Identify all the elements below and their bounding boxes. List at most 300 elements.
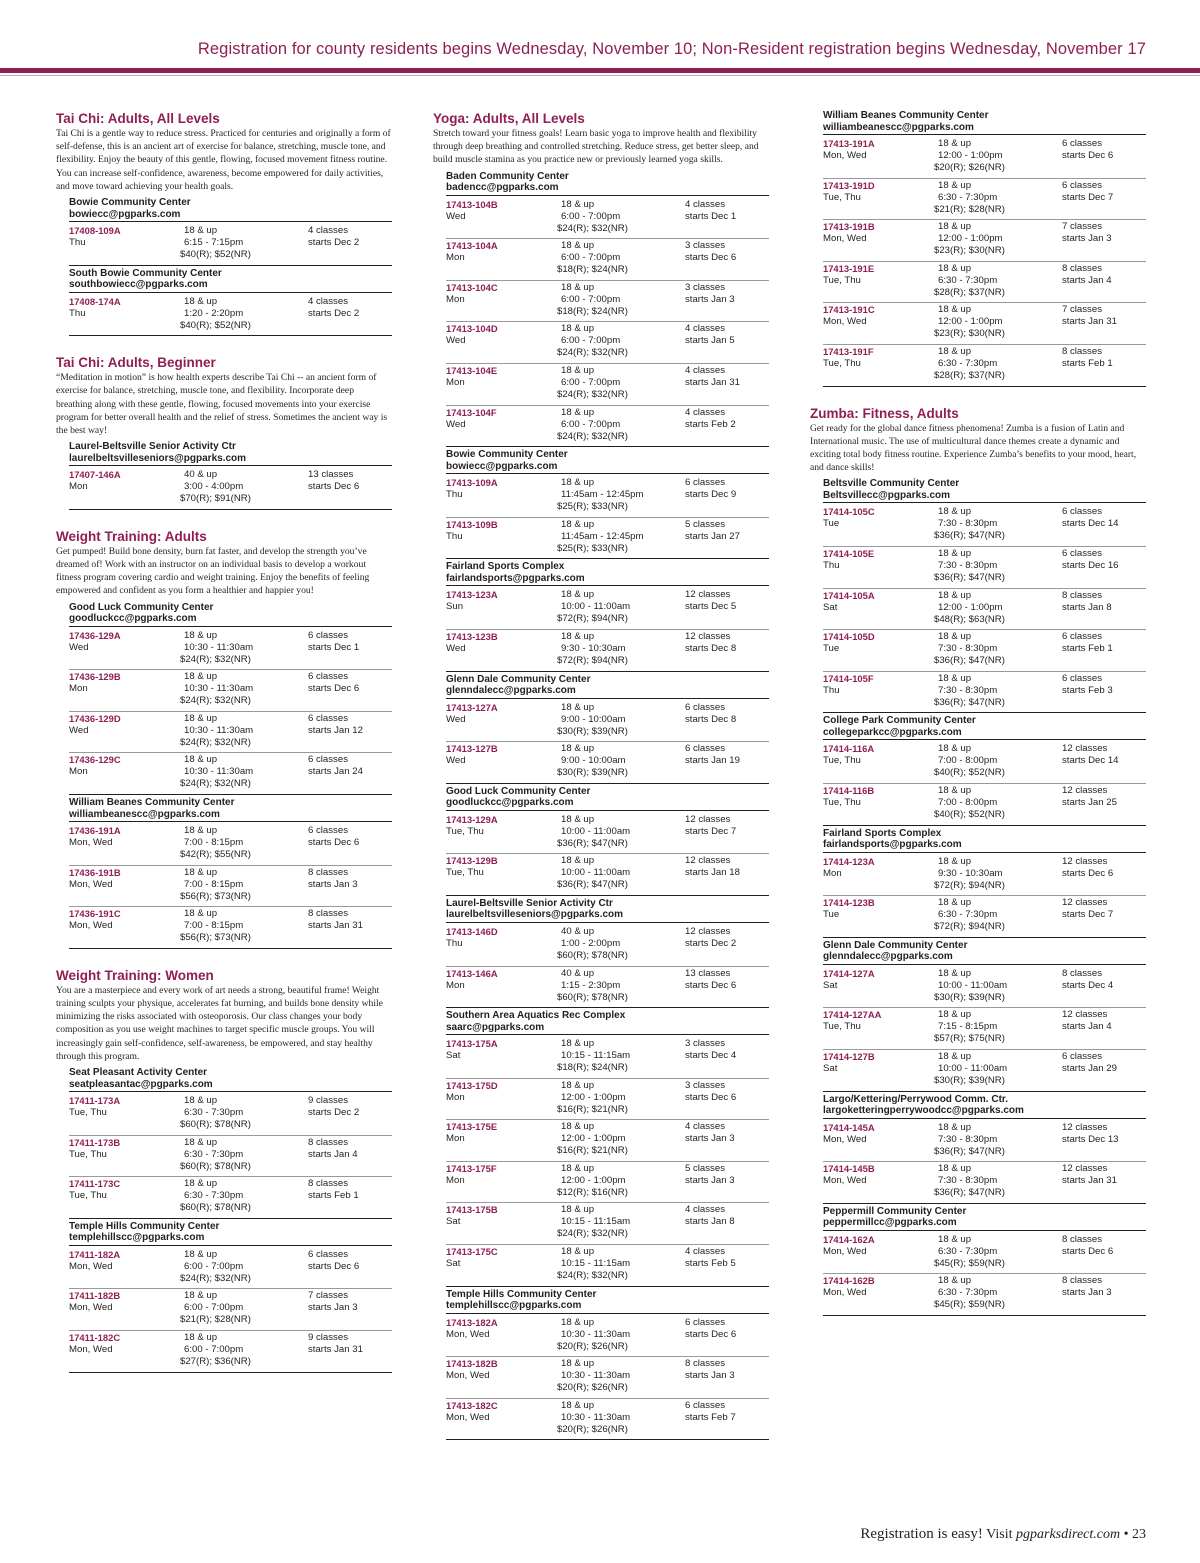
class-fee: $24(R); $32(NR): [180, 778, 251, 790]
start-date: starts Jan 25: [1062, 796, 1117, 808]
class-count: 8 classes: [1062, 345, 1102, 357]
venue-name: Good Luck Community Center: [446, 785, 591, 797]
class-row: [69, 753, 392, 795]
class-fee: $12(R); $16(NR): [557, 1186, 628, 1198]
section-description: Get pumped! Build bone density, burn fat faster, and develop the strength you’ve dreamed of! Work with an instructor on an individual basis to develop a workout fitness program covering cardio and weight training. Enjoy the benefits of feeling empowered and confident as you form a healthier and happier you!: [56, 545, 370, 597]
class-time: 10:15 - 11:15am: [561, 1216, 631, 1228]
class-list: [823, 1233, 1146, 1316]
venue-email-link[interactable]: Beltsvillecc@pgparks.com: [823, 489, 951, 501]
start-date: starts Dec 6: [308, 837, 360, 848]
venue-email-link[interactable]: laurelbeltsvilleseniors@pgparks.com: [446, 909, 624, 921]
course-code[interactable]: 17413-175A: [446, 1038, 498, 1050]
start-date: starts Jan 31: [685, 376, 740, 388]
course-code[interactable]: 17413-109B: [446, 518, 498, 530]
class-days: Mon, Wed: [823, 1287, 867, 1299]
course-code[interactable]: 17413-175F: [446, 1162, 497, 1174]
venue-block: [823, 940, 1146, 1092]
class-row: [69, 866, 392, 908]
course-code[interactable]: 17414-116A: [823, 743, 875, 755]
class-fee: $72(R); $94(NR): [557, 654, 628, 666]
start-date: starts Dec 6: [1062, 150, 1114, 161]
course-code[interactable]: 17414-127B: [823, 1050, 875, 1062]
age-range: 18 & up: [561, 1246, 595, 1258]
class-row: [446, 239, 769, 281]
class-days: Tue, Thu: [69, 1107, 107, 1118]
class-count: 7 classes: [308, 1290, 348, 1302]
course-code[interactable]: 17414-162A: [823, 1233, 875, 1245]
class-fee: $30(R); $39(NR): [934, 991, 1005, 1003]
course-code[interactable]: 17414-105C: [823, 506, 875, 518]
class-time: 7:30 - 8:30pm: [938, 518, 998, 530]
class-count: 5 classes: [685, 1162, 725, 1174]
class-row: [823, 784, 1146, 826]
venue-email-link[interactable]: laurelbeltsvilleseniors@pgparks.com: [69, 452, 247, 464]
venue-email-link[interactable]: goodluckcc@pgparks.com: [69, 613, 197, 625]
age-range: 18 & up: [561, 1316, 595, 1328]
class-days: Mon: [823, 867, 842, 879]
course-code[interactable]: 17408-174A: [69, 295, 121, 307]
class-fee: $36(R); $47(NR): [557, 837, 628, 849]
venue-email-link[interactable]: templehillscc@pgparks.com: [69, 1232, 205, 1244]
venue-name: Temple Hills Community Center: [69, 1220, 220, 1232]
class-count: 4 classes: [685, 1246, 725, 1258]
course-code[interactable]: 17413-129B: [446, 855, 498, 867]
class-days: Mon: [446, 1091, 465, 1103]
class-row: [823, 896, 1146, 938]
course-code[interactable]: 17407-146A: [69, 469, 121, 481]
course-code[interactable]: 17413-146D: [446, 925, 498, 937]
venue-name: Beltsville Community Center: [823, 478, 960, 490]
venue-email-link[interactable]: glenndalecc@pgparks.com: [446, 685, 576, 697]
age-range: 18 & up: [938, 506, 972, 518]
section-description: Tai Chi is a gentle way to reduce stress. Practiced for centuries and originally a form of self-defense, this is an ancient art of exercise for balance, stretching, muscle tone, and flexibility. Enjoy the beauty of this gentle, flowing, focused movement fitness routine. You can increase self-confidence, awareness, become empowered for daily activities, and move toward achieving your health goals.: [56, 128, 391, 192]
class-fee: $70(R); $91(NR): [180, 493, 251, 505]
age-range: 18 & up: [938, 1009, 972, 1021]
class-list: [69, 1248, 392, 1373]
course-code[interactable]: 17413-191E: [823, 262, 875, 274]
class-row: [446, 1203, 769, 1245]
age-range: 18 & up: [938, 1233, 972, 1245]
class-time: 10:30 - 11:30am: [184, 724, 254, 736]
footer-url-link[interactable]: pgparksdirect.com: [1016, 1527, 1121, 1542]
class-row: [69, 1248, 392, 1290]
class-fee: $20(R); $26(NR): [557, 1340, 628, 1352]
course-code[interactable]: 17411-182C: [69, 1331, 121, 1343]
age-range: 18 & up: [561, 1079, 595, 1091]
course-code[interactable]: 17413-175C: [446, 1246, 498, 1258]
course-code[interactable]: 17413-104C: [446, 281, 498, 293]
course-code[interactable]: 17413-104A: [446, 240, 498, 252]
course-code[interactable]: 17414-145A: [823, 1121, 875, 1133]
class-days: Thu: [823, 559, 840, 571]
venue-email-link[interactable]: williambeanescc@pgparks.com: [69, 808, 220, 820]
course-code[interactable]: 17414-105F: [823, 672, 874, 684]
age-range: 18 & up: [184, 225, 218, 237]
age-range: 18 & up: [561, 364, 595, 376]
course-code[interactable]: 17436-129B: [69, 671, 121, 683]
venue-block: [69, 797, 392, 949]
class-time: 9:00 - 10:00am: [561, 755, 626, 767]
class-list: [446, 1037, 769, 1287]
course-code[interactable]: 17413-129A: [446, 813, 498, 825]
class-days: Mon, Wed: [69, 878, 113, 890]
course-code[interactable]: 17413-191F: [823, 345, 874, 357]
class-count: 6 classes: [685, 477, 725, 489]
age-range: 18 & up: [938, 1275, 972, 1287]
venue-email-link[interactable]: fairlandsports@pgparks.com: [823, 839, 962, 851]
class-list: [69, 824, 392, 949]
venue-divider: [69, 292, 392, 293]
class-time: 10:30 - 11:30am: [184, 641, 254, 653]
course-code[interactable]: 17414-116B: [823, 784, 875, 796]
course-code[interactable]: 17436-191C: [69, 908, 121, 920]
class-days: Thu: [823, 684, 840, 696]
class-count: 8 classes: [1062, 1275, 1102, 1287]
venue-email-link[interactable]: bowiecc@pgparks.com: [69, 208, 181, 220]
class-time: 6:30 - 7:30pm: [938, 1245, 998, 1257]
venue-divider: [823, 739, 1146, 740]
venue-divider: [446, 1313, 769, 1314]
venue-email-link[interactable]: fairlandsports@pgparks.com: [446, 572, 585, 584]
class-time: 10:00 - 11:00am: [561, 601, 631, 613]
course-code[interactable]: 17411-173C: [69, 1178, 121, 1190]
venue-email-link[interactable]: saarc@pgparks.com: [446, 1021, 545, 1033]
course-code[interactable]: 17413-123A: [446, 589, 498, 601]
class-days: Wed: [69, 724, 89, 736]
class-fee: $20(R); $26(NR): [934, 162, 1005, 173]
course-code[interactable]: 17411-182A: [69, 1248, 121, 1260]
class-days: Thu: [446, 937, 463, 949]
class-list: [446, 476, 769, 559]
class-fee: $21(R); $28(NR): [934, 203, 1005, 215]
age-range: 18 & up: [561, 1121, 595, 1133]
class-row: [823, 137, 1146, 179]
section-description: “Meditation in motion” is how health experts describe Tai Chi -- an ancient form of exercise for balance, stretching, muscle tone, and flexibility. Incorporate deep breathing along with these gentle, flowing, focused movements into your exercise program for better overall health and the relief of stress. Sometimes the ancient way is the best way!: [56, 372, 388, 437]
class-time: 6:00 - 7:00pm: [561, 418, 621, 430]
class-section: [56, 528, 392, 949]
class-time: 6:00 - 7:00pm: [561, 210, 621, 222]
venue-divider: [69, 821, 392, 822]
course-code[interactable]: 17413-127B: [446, 743, 498, 755]
age-range: 18 & up: [938, 547, 972, 559]
class-days: Tue: [823, 909, 840, 921]
section-description: Stretch toward your fitness goals! Learn basic yoga to improve health and flexibility through deep breathing and controlled stretching. Reduce stress, get better sleep, and build muscle stamina as you practice new or previously learned yoga skills.: [433, 128, 759, 166]
class-count: 5 classes: [685, 518, 725, 530]
class-fee: $16(R); $21(NR): [557, 1145, 628, 1157]
venue-divider: [823, 1230, 1146, 1231]
venue-name: Baden Community Center: [446, 170, 569, 182]
course-code[interactable]: 17413-127A: [446, 701, 498, 713]
start-date: starts Jan 5: [685, 335, 735, 347]
venue-divider: [446, 1034, 769, 1035]
class-list: [446, 198, 769, 448]
start-date: starts Jan 29: [1062, 1062, 1117, 1074]
class-days: Sat: [823, 1062, 838, 1074]
class-section: [56, 354, 392, 510]
course-code[interactable]: 17413-146A: [446, 967, 498, 979]
class-fee: $24(R); $32(NR): [180, 1272, 251, 1284]
course-code[interactable]: 17436-129A: [69, 629, 121, 641]
venue-name: Laurel-Beltsville Senior Activity Ctr: [69, 441, 236, 453]
start-date: starts Dec 1: [308, 641, 360, 653]
class-count: 8 classes: [1062, 1233, 1102, 1245]
venue-name: Fairland Sports Complex: [446, 561, 565, 573]
class-days: Mon, Wed: [823, 233, 867, 245]
start-date: starts Dec 7: [1062, 909, 1114, 921]
class-row: [823, 345, 1146, 387]
class-fee: $40(R); $52(NR): [180, 249, 251, 261]
class-count: 6 classes: [685, 1316, 725, 1328]
age-range: 18 & up: [184, 671, 218, 683]
class-count: 13 classes: [308, 469, 354, 481]
course-code[interactable]: 17413-191C: [823, 304, 875, 316]
class-fee: $28(R); $37(NR): [934, 286, 1005, 298]
class-row: [446, 364, 769, 406]
venue-name: Temple Hills Community Center: [446, 1288, 597, 1300]
class-days: Mon: [446, 252, 465, 264]
class-time: 6:00 - 7:00pm: [561, 252, 621, 264]
class-time: 6:00 - 7:00pm: [184, 1260, 244, 1272]
start-date: starts Dec 6: [1062, 867, 1114, 879]
class-list: [446, 1316, 769, 1441]
start-date: starts Dec 8: [685, 642, 737, 654]
class-time: 10:15 - 11:15am: [561, 1258, 631, 1270]
class-count: 4 classes: [685, 364, 725, 376]
column-2: [433, 110, 769, 1458]
class-days: Wed: [446, 418, 466, 430]
venue-divider: [823, 852, 1146, 853]
class-days: Mon, Wed: [69, 920, 113, 932]
start-date: starts Feb 5: [685, 1258, 736, 1270]
class-days: Mon, Wed: [823, 316, 867, 328]
age-range: 18 & up: [938, 1050, 972, 1062]
start-date: starts Jan 3: [685, 1174, 735, 1186]
class-count: 8 classes: [308, 908, 348, 920]
class-days: Mon: [446, 1174, 465, 1186]
venue-block: [823, 110, 1146, 387]
class-time: 6:30 - 7:30pm: [938, 909, 998, 921]
class-row: [823, 589, 1146, 631]
course-code[interactable]: 17436-129D: [69, 712, 121, 724]
venue-block: [69, 602, 392, 795]
registration-banner: Registration for county residents begins Wednesday, November 10; Non-Resident registration begins Wednesday, November 17: [197, 40, 1146, 58]
venue-block: [69, 1067, 392, 1219]
start-date: starts Dec 13: [1062, 1133, 1119, 1145]
start-date: starts Jan 3: [308, 1302, 358, 1314]
class-count: 12 classes: [1062, 743, 1108, 755]
class-list: [69, 468, 392, 510]
class-days: Mon, Wed: [823, 1133, 867, 1145]
age-range: 18 & up: [938, 967, 972, 979]
course-code[interactable]: 17413-123B: [446, 630, 498, 642]
venue-email-link[interactable]: seatpleasantac@pgparks.com: [69, 1078, 213, 1090]
venue-block: [446, 449, 769, 559]
course-code[interactable]: 17408-109A: [69, 225, 121, 237]
class-time: 12:00 - 1:00pm: [561, 1174, 626, 1186]
class-count: 8 classes: [308, 866, 348, 878]
course-code[interactable]: 17436-191B: [69, 866, 121, 878]
class-fee: $18(R); $24(NR): [557, 264, 628, 276]
course-code[interactable]: 17413-175E: [446, 1121, 498, 1133]
class-fee: $36(R); $47(NR): [934, 1187, 1005, 1199]
course-code[interactable]: 17411-173B: [69, 1136, 121, 1148]
start-date: starts Dec 1: [685, 210, 737, 222]
course-code[interactable]: 17413-104E: [446, 364, 498, 376]
class-count: 12 classes: [1062, 855, 1108, 867]
venue-email-link[interactable]: peppermillcc@pgparks.com: [823, 1217, 957, 1229]
class-row: [823, 855, 1146, 897]
course-code[interactable]: 17413-191D: [823, 179, 875, 191]
class-fee: $24(R); $32(NR): [557, 430, 628, 442]
class-fee: $40(R); $52(NR): [180, 319, 251, 331]
class-days: Sat: [823, 601, 838, 613]
course-code[interactable]: 17413-104F: [446, 406, 497, 418]
class-row: [446, 198, 769, 240]
course-code[interactable]: 17414-123B: [823, 897, 875, 909]
age-range: 18 & up: [561, 240, 595, 252]
venue-divider: [446, 698, 769, 699]
course-code[interactable]: 17436-129C: [69, 754, 121, 766]
course-code[interactable]: 17414-123A: [823, 855, 875, 867]
course-code[interactable]: 17414-105D: [823, 631, 875, 643]
start-date: starts Dec 4: [1062, 979, 1114, 991]
venue-block: [823, 478, 1146, 713]
class-time: 7:30 - 8:30pm: [938, 559, 998, 571]
class-days: Tue, Thu: [69, 1148, 107, 1160]
class-fee: $25(R); $33(NR): [557, 501, 628, 513]
course-code[interactable]: 17413-104B: [446, 198, 498, 210]
venue-divider: [823, 134, 1146, 135]
class-count: 4 classes: [685, 1121, 725, 1133]
age-range: 18 & up: [561, 1399, 595, 1411]
class-days: Thu: [69, 307, 86, 319]
course-code[interactable]: 17436-191A: [69, 825, 121, 836]
course-code[interactable]: 17413-104D: [446, 323, 498, 335]
class-row: [823, 1162, 1146, 1204]
class-fee: $23(R); $30(NR): [934, 245, 1005, 257]
class-list: [823, 505, 1146, 713]
course-code[interactable]: 17414-127AA: [823, 1009, 882, 1021]
venue-name: William Beanes Community Center: [823, 110, 989, 121]
course-code[interactable]: 17413-182C: [446, 1399, 498, 1411]
age-range: 18 & up: [561, 477, 595, 489]
class-days: Mon, Wed: [69, 1302, 113, 1314]
start-date: starts Jan 3: [1062, 1287, 1112, 1299]
venue-email-link[interactable]: bowiecc@pgparks.com: [446, 460, 558, 472]
venue-block: [446, 171, 769, 448]
class-count: 3 classes: [685, 281, 725, 293]
class-time: 10:00 - 11:00am: [561, 825, 631, 837]
course-code[interactable]: 17413-182A: [446, 1316, 498, 1328]
class-fee: $24(R); $32(NR): [180, 695, 251, 707]
class-fee: $24(R); $32(NR): [557, 222, 628, 234]
section-title: Tai Chi: Adults, All Levels: [56, 111, 220, 126]
age-range: 18 & up: [938, 855, 972, 867]
class-days: Mon, Wed: [69, 1343, 113, 1355]
class-fee: $48(R); $63(NR): [934, 613, 1005, 625]
class-count: 7 classes: [1062, 304, 1102, 316]
class-count: 8 classes: [1062, 967, 1102, 979]
course-code[interactable]: 17414-145B: [823, 1163, 875, 1175]
column-1: [56, 110, 392, 1391]
class-time: 10:00 - 11:00am: [938, 1062, 1008, 1074]
venue-email-link[interactable]: collegeparkcc@pgparks.com: [823, 726, 962, 738]
class-count: 12 classes: [685, 589, 731, 601]
course-code[interactable]: 17413-175B: [446, 1204, 498, 1216]
class-row: [446, 854, 769, 896]
class-row: [69, 1289, 392, 1331]
class-fee: $25(R); $33(NR): [557, 542, 628, 554]
course-code[interactable]: 17411-182B: [69, 1290, 121, 1302]
class-time: 12:00 - 1:00pm: [561, 1133, 626, 1145]
venue-email-link[interactable]: largoketteringperrywoodcc@pgparks.com: [823, 1105, 1024, 1116]
class-row: [446, 813, 769, 855]
class-count: 3 classes: [685, 1079, 725, 1091]
start-date: starts Dec 5: [685, 601, 737, 613]
course-code[interactable]: 17413-182B: [446, 1358, 498, 1370]
start-date: starts Jan 31: [308, 920, 363, 932]
course-code[interactable]: 17414-127A: [823, 967, 875, 979]
class-list: [69, 295, 392, 337]
class-fee: $60(R); $78(NR): [180, 1160, 251, 1172]
venue-email-link[interactable]: badencc@pgparks.com: [446, 182, 559, 194]
start-date: starts Jan 3: [1062, 233, 1112, 245]
course-code[interactable]: 17414-162B: [823, 1275, 875, 1287]
footer-visit: Visit: [982, 1527, 1017, 1542]
course-code[interactable]: 17413-175D: [446, 1079, 498, 1091]
class-time: 9:00 - 10:00am: [561, 713, 626, 725]
venue-email-link[interactable]: williambeanescc@pgparks.com: [823, 121, 974, 133]
class-fee: $24(R); $32(NR): [557, 1270, 628, 1282]
class-count: 3 classes: [685, 1038, 725, 1050]
age-range: 18 & up: [938, 1121, 972, 1133]
start-date: starts Jan 18: [685, 867, 740, 879]
venue-block: [446, 561, 769, 671]
course-code[interactable]: 17414-105E: [823, 547, 875, 559]
class-count: 4 classes: [685, 323, 725, 335]
class-row: [823, 742, 1146, 784]
start-date: starts Jan 4: [1062, 274, 1112, 286]
class-time: 7:30 - 8:30pm: [938, 684, 998, 696]
class-count: 6 classes: [308, 629, 348, 641]
class-count: 6 classes: [1062, 138, 1102, 149]
venue-email-link[interactable]: goodluckcc@pgparks.com: [446, 797, 574, 809]
venue-name: Largo/Kettering/Perrywood Comm. Ctr.: [823, 1093, 1009, 1105]
start-date: starts Jan 19: [685, 755, 740, 767]
class-row: [823, 262, 1146, 304]
class-count: 12 classes: [685, 813, 731, 825]
course-code[interactable]: 17413-191B: [823, 221, 875, 233]
class-time: 1:00 - 2:00pm: [561, 937, 621, 949]
course-code[interactable]: 17414-105A: [823, 589, 875, 601]
venue-email-link[interactable]: glenndalecc@pgparks.com: [823, 951, 953, 963]
venue-block: [446, 674, 769, 784]
class-count: 6 classes: [1062, 1050, 1102, 1062]
class-list: [823, 855, 1146, 938]
class-count: 7 classes: [1062, 221, 1102, 233]
class-count: 12 classes: [1062, 784, 1108, 796]
course-code[interactable]: 17411-173A: [69, 1095, 121, 1106]
course-code[interactable]: 17413-191A: [823, 138, 875, 149]
venue-email-link[interactable]: southbowiecc@pgparks.com: [69, 279, 208, 291]
venue-block: [823, 828, 1146, 938]
column-3: [810, 110, 1146, 1334]
venue-email-link[interactable]: templehillscc@pgparks.com: [446, 1300, 582, 1312]
age-range: 18 & up: [561, 1162, 595, 1174]
age-range: 18 & up: [561, 281, 595, 293]
course-code[interactable]: 17413-109A: [446, 477, 498, 489]
class-fee: $20(R); $26(NR): [557, 1382, 628, 1394]
